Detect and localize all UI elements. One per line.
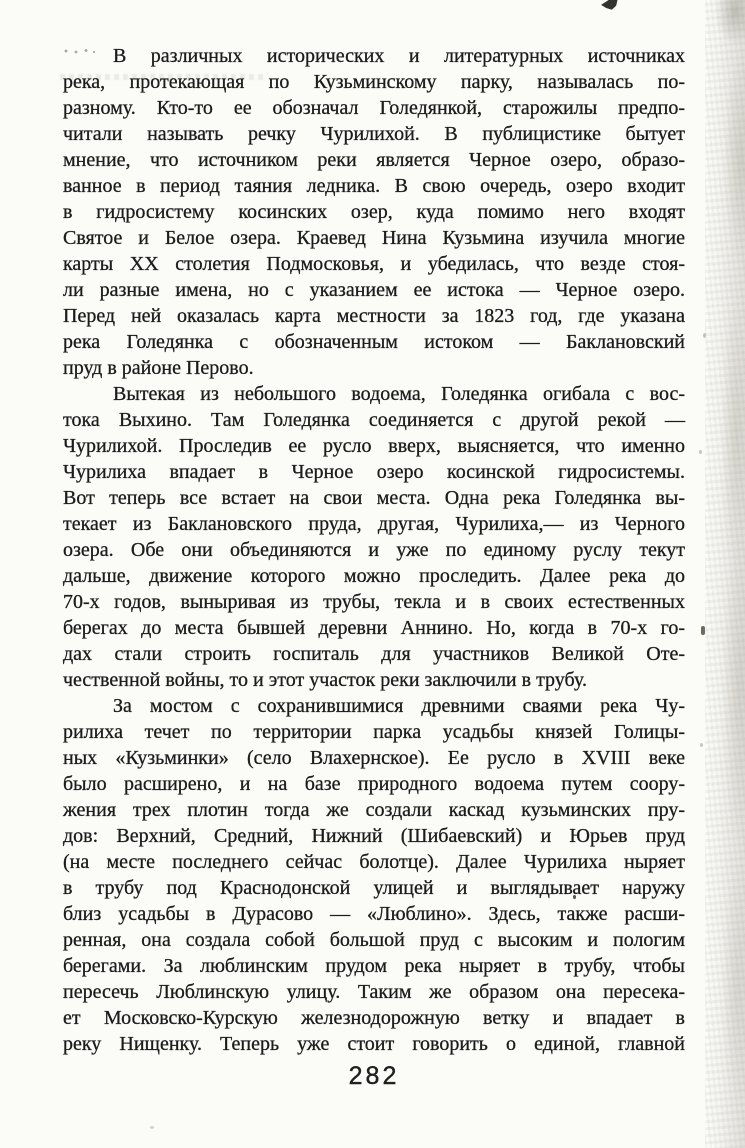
text-line: дальше, движение которого можно проследить. Далее река до <box>63 565 685 587</box>
text-line: тока Выхино. Там Голедянка соединяется с другой рекой — <box>63 409 685 431</box>
text-line: Перед ней оказалась карта местности за 1823 год, где указана <box>63 305 685 327</box>
ink-blot-artifact <box>600 0 618 11</box>
text-line: жения трех плотин тогда же создали каскад кузьминских пру- <box>63 799 685 821</box>
text-line: в трубу под Краснодонской улицей и выглядывает наружу <box>63 877 685 899</box>
scan-noise-right-edge <box>705 0 745 1148</box>
text-line: Чурилиха впадает в Черное озеро косинской гидросистемы. <box>63 461 685 483</box>
text-line: (на месте последнего сейчас болотце). Далее Чурилиха ныряет <box>63 851 685 873</box>
text-line: ренная, она создала собой большой пруд с высоким и пологим <box>63 929 685 951</box>
text-line: Вытекая из небольшого водоема, Голедянка огибала с вос- <box>113 383 685 405</box>
text-line: река Голедянка с обозначенным истоком — Баклановский <box>63 331 685 353</box>
text-line: было расширено, и на базе природного водоема путем соору- <box>63 773 685 795</box>
text-line: Вот теперь все встает на свои места. Одна река Голедянка вы- <box>63 487 685 509</box>
text-line: пересечь Люблинскую улицу. Таким же образом она пересека- <box>63 981 685 1003</box>
text-line: в гидросистему косинских озер, куда помимо него входят <box>63 201 685 223</box>
text-line: ванное в период таяния ледника. В свою очередь, озеро входит <box>63 175 685 197</box>
scan-speck <box>703 333 706 338</box>
text-line: Святое и Белое озера. Краевед Нина Кузьмина изучила многие <box>63 227 685 249</box>
scan-speck <box>701 626 705 635</box>
text-block <box>63 43 685 1057</box>
scan-speck <box>150 1126 154 1129</box>
text-line: чественной войны, то и этот участок реки заключили в трубу. <box>63 669 587 691</box>
text-line: дах стали строить госпиталь для участников Великой Оте- <box>63 643 685 665</box>
scan-speck <box>699 450 702 454</box>
page-number: 282 <box>348 1062 400 1090</box>
text-line: река, протекающая по Кузьминскому парку, называлась по- <box>63 71 685 93</box>
text-line: близ усадьбы в Дурасово — «Люблино». Здесь, также расши- <box>63 903 685 925</box>
text-line: ных «Кузьминки» (село Влахернское). Ее русло в XVIII веке <box>63 747 685 769</box>
text-line: читали называть речку Чурилихой. В публицистике бытует <box>63 123 685 145</box>
text-line: В различных исторических и литературных источниках <box>113 45 685 67</box>
text-line: дов: Верхний, Средний, Нижний (Шибаевский) и Юрьев пруд <box>63 825 685 847</box>
text-line: разному. Кто-то ее обозначал Голедянкой, старожилы предпо- <box>63 97 685 119</box>
text-line: озера. Обе они объединяются и уже по единому руслу текут <box>63 539 685 561</box>
text-line: ет Московско-Курскую железнодорожную ветку и впадает в <box>63 1007 685 1029</box>
text-line: мнение, что источником реки является Черное озеро, образо- <box>63 149 685 171</box>
text-line: текает из Баклановского пруда, другая, Чурилиха,— из Черного <box>63 513 685 535</box>
scan-speck <box>700 743 703 747</box>
text-line: Чурилихой. Проследив ее русло вверх, выясняется, что именно <box>63 435 685 457</box>
text-line: пруд в районе Перово. <box>63 357 254 379</box>
text-line: рилиха течет по территории парка усадьбы князей Голицы- <box>63 721 685 743</box>
text-line: 70-х годов, выныривая из трубы, текла и в своих естественных <box>63 591 685 613</box>
text-line: реку Нищенку. Теперь уже стоит говорить о единой, главной <box>63 1033 685 1055</box>
text-line: берегами. За люблинским прудом река ныряет в трубу, чтобы <box>63 955 685 977</box>
text-line: ли разные имена, но с указанием ее истока — Черное озеро. <box>63 279 685 301</box>
text-line: берегах до места бывшей деревни Аннино. Но, когда в 70-х го- <box>63 617 685 639</box>
text-line: карты XX столетия Подмосковья, и убедилась, что везде стоя- <box>63 253 685 275</box>
text-line: За мостом с сохранившимися древними сваями река Чу- <box>113 695 685 717</box>
